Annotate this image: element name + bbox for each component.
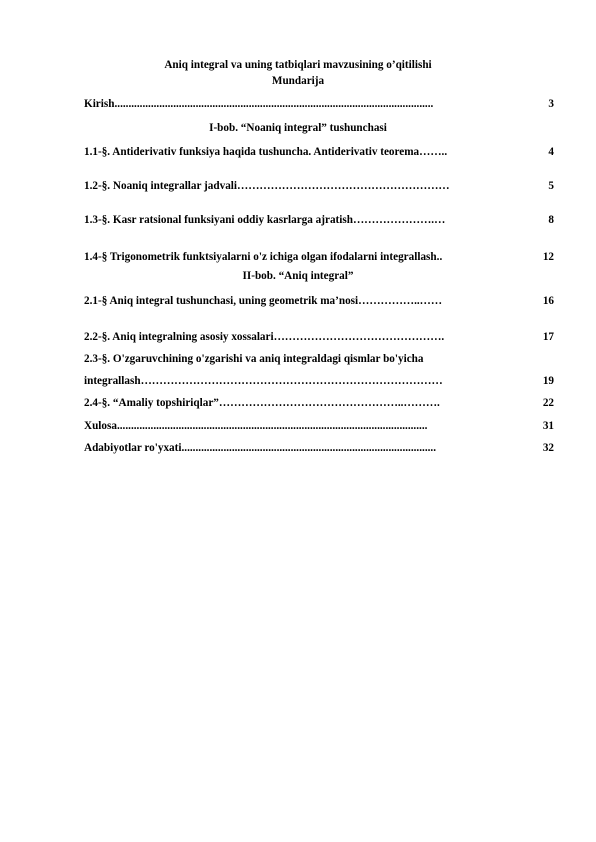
chapter-2-heading: II-bob. “Aniq integral” [242,270,354,282]
toc-leader-dots: ………………………………………………… [237,180,450,192]
toc-leader-dots: ……………..…… [358,295,443,307]
toc-page-number: 8 [548,214,554,226]
toc-entry-title: 2.4-§. “Amaliy topshiriqlar” [84,397,219,409]
toc-leader-dots: .................................................................................................................. [114,98,434,110]
toc-entry-2-1 [84,294,554,308]
toc-page-number: 3 [548,98,554,110]
toc-leader-dots: ............................................................................................................... [116,420,428,432]
toc-page-number: 32 [542,442,554,454]
toc-page-number: 5 [548,180,554,192]
toc-leader-dots: ………………………………………. [273,331,445,343]
toc-entry-title: 2.2-§. Aniq integralning asosiy xossalari [84,331,274,343]
toc-entry-title: 1.3-§. Kasr ratsional funksiyani oddiy kasrlarga ajratish [84,214,353,226]
toc-entry-title: 1.1-§. Antiderivativ funksiya haqida tushuncha. Antiderivativ teorema [84,146,420,158]
toc-leader-dots: ……………………………………………………………………… [140,375,443,387]
toc-page-number: 19 [542,375,554,387]
toc-entry-title: 1.4-§ Trigonometrik funktsiyalarni o'z ichiga olgan ifodalarni integrallash [84,251,437,263]
toc-entry-title: Kirish [84,98,115,110]
toc-entry-references [84,441,554,455]
toc-entry-1-3 [84,213,554,227]
toc-entry-1-4 [84,250,554,264]
toc-page-number: 17 [542,331,554,343]
toc-leader-dots: ………………….… [352,214,446,226]
toc-entry-2-3 [84,374,554,388]
toc-leader-dots: …………………………………………..………. [218,397,440,409]
toc-heading: Mundarija [271,75,325,87]
toc-entry-title: integrallash [84,375,141,387]
toc-page-number: 22 [542,397,554,409]
toc-page-number: 16 [542,295,554,307]
toc-page-number: 31 [542,420,554,432]
toc-leader-dots: .. [436,251,443,263]
toc-entry-1-2 [84,179,554,193]
toc-entry-2-4 [84,396,554,410]
toc-entry-1-1 [84,145,554,159]
toc-page-number: 4 [548,146,554,158]
toc-entry-title: 1.2-§. Noaniq integrallar jadvali [84,180,238,192]
toc-leader-dots: …….. [419,146,448,158]
toc-page-number: 12 [542,251,554,263]
toc-entry-intro [84,97,554,111]
toc-entry-title: Adabiyotlar ro'yxati [84,442,182,454]
toc-entry-conclusion [84,419,554,433]
toc-entry-title: Xulosa [84,420,117,432]
document-title: Aniq integral va uning tatbiqlari mavzusining o’qitilishi [164,59,432,71]
toc-entry-title: 2.1-§ Aniq integral tushunchasi, uning geometrik ma’nosi [84,295,359,307]
toc-entry-2-3-line1: 2.3-§. O'zgaruvchining o'zgarishi va aniq integraldagi qismlar bo'yicha [84,353,424,365]
toc-leader-dots: ........................................................................................... [181,442,436,454]
toc-entry-2-2 [84,330,554,344]
chapter-1-heading: I-bob. “Noaniq integral” tushunchasi [209,122,387,134]
